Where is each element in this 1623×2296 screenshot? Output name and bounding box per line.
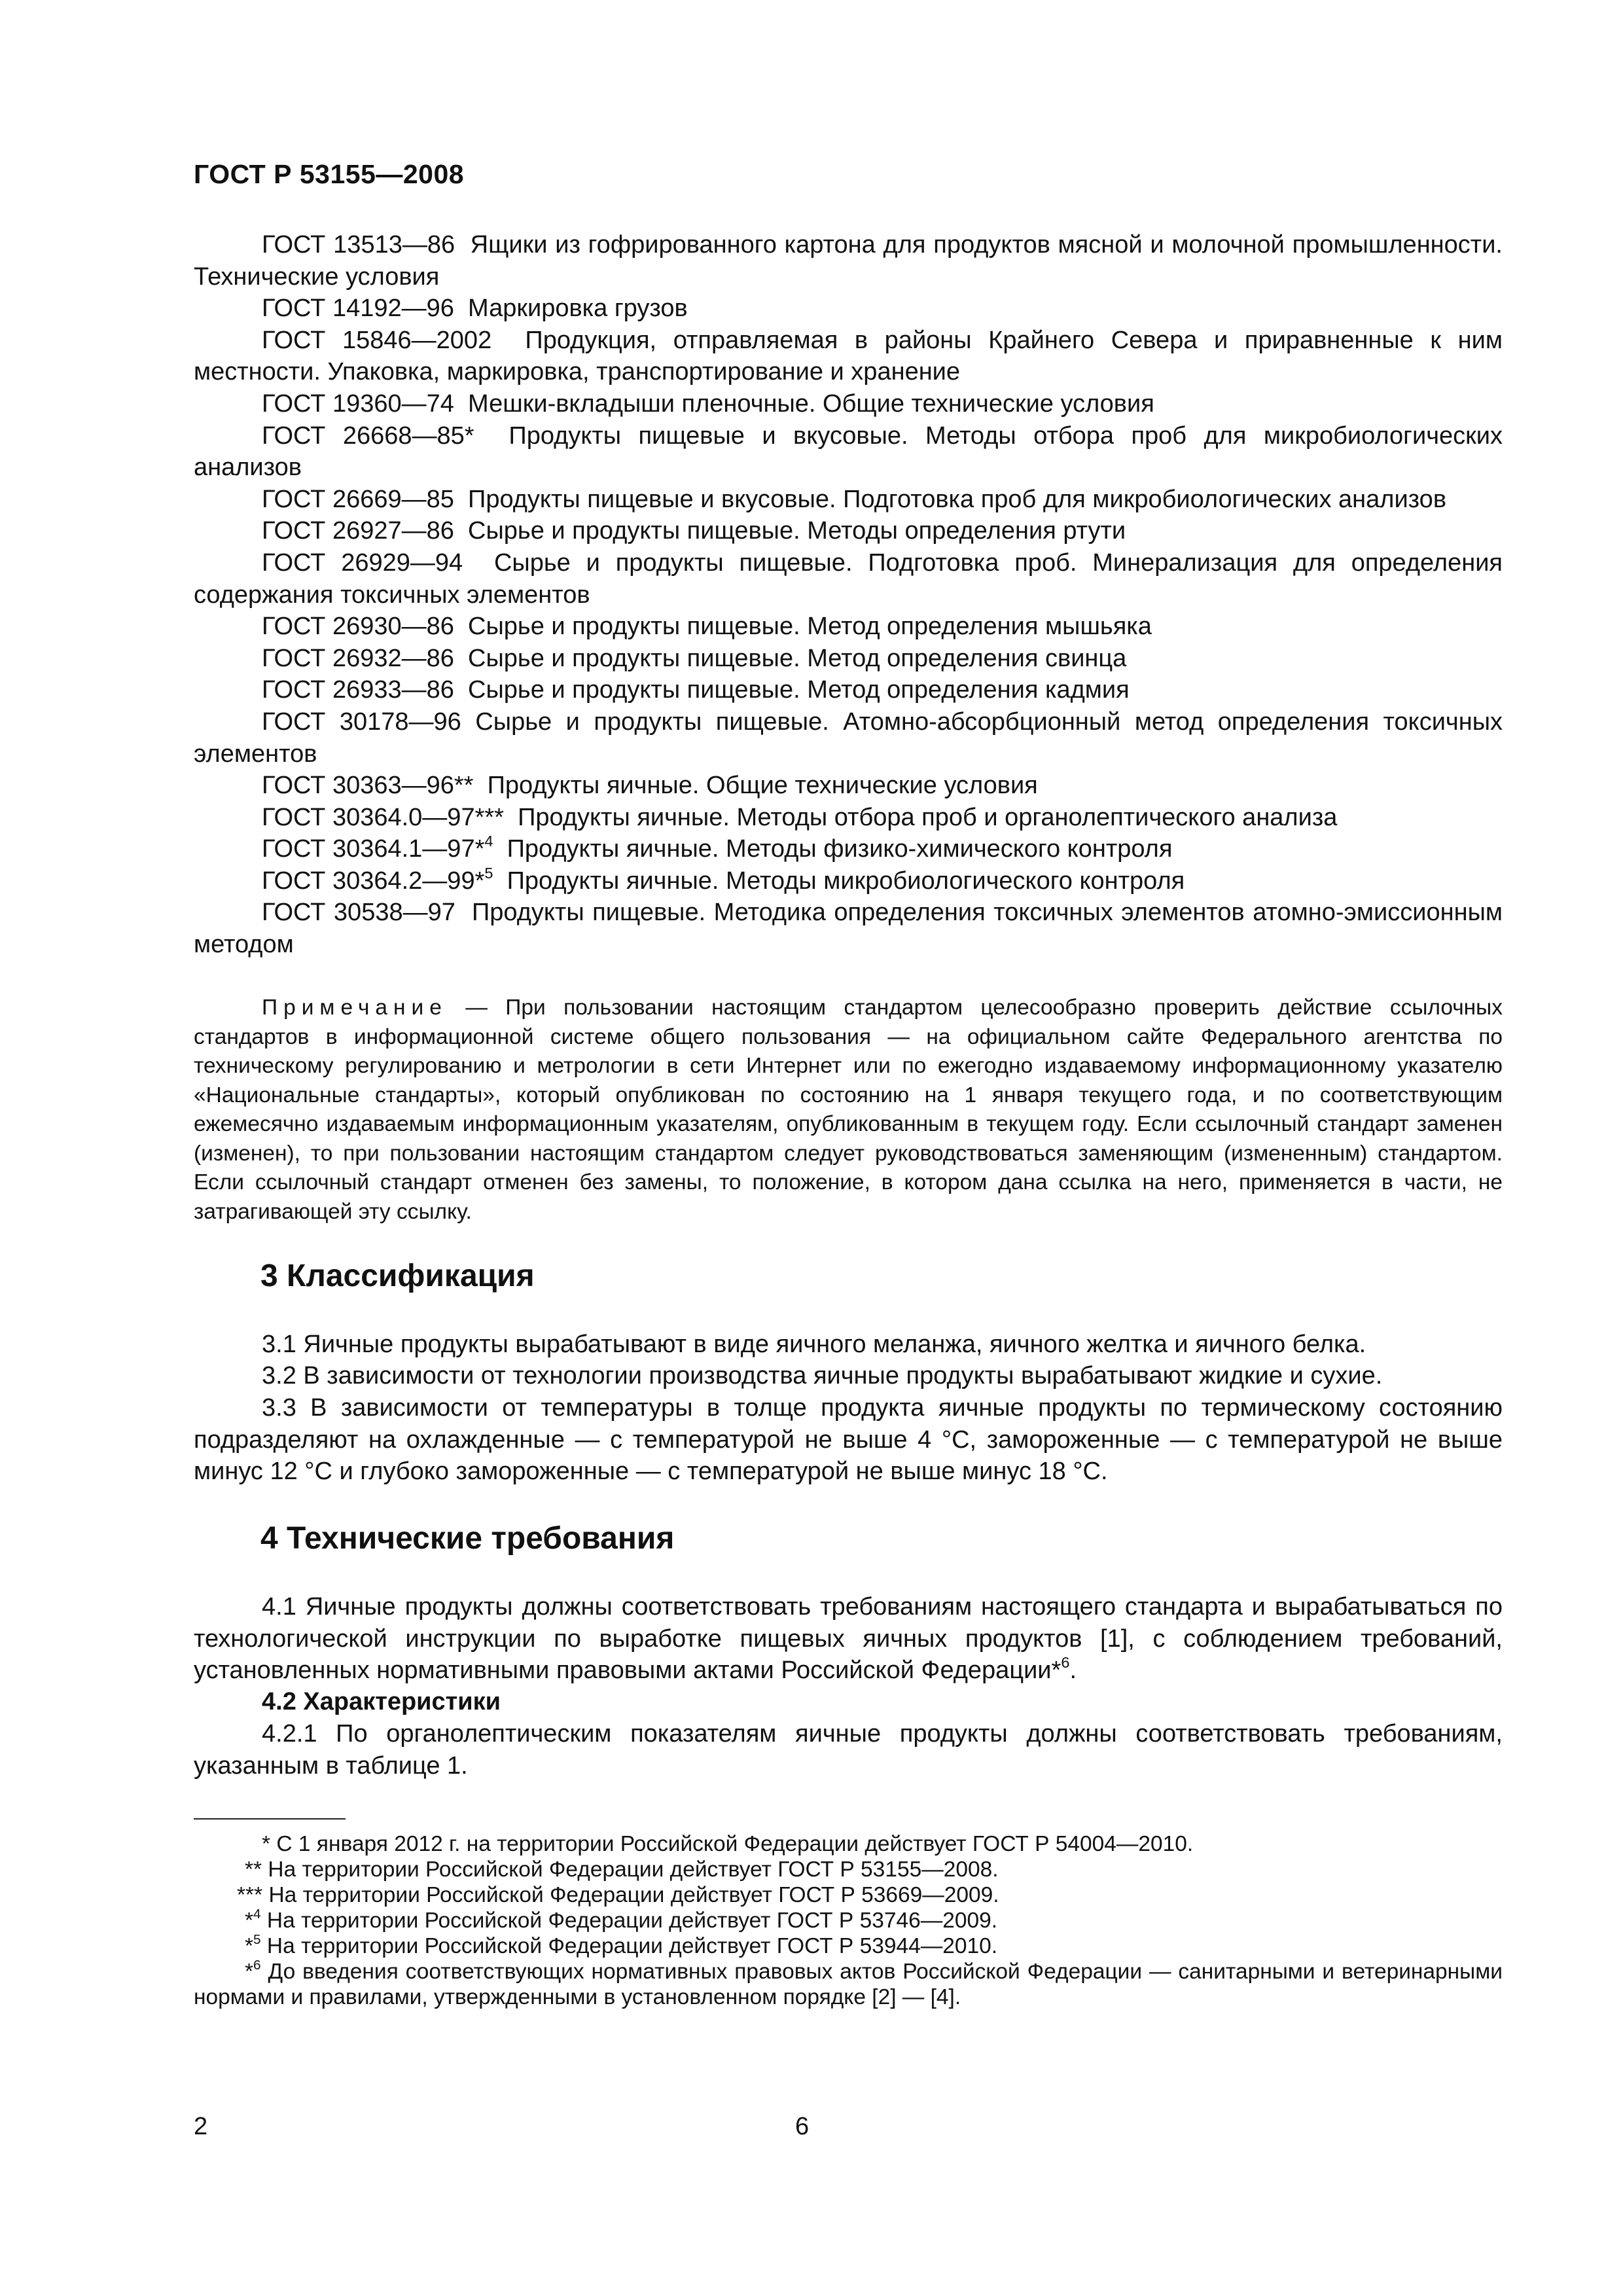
footnote-text: На территории Российской Федерации действует ГОСТ Р 53155—2008. [268, 1857, 999, 1882]
reference-title: Продукты яичные. Методы физико-химического контроля [507, 835, 1173, 863]
footnote [194, 1959, 1503, 2010]
footnote-ref: 6 [1061, 1654, 1070, 1672]
reference-title: Сырье и продукты пищевые. Методы определения ртути [468, 517, 1126, 545]
reference-item [194, 420, 1503, 484]
paragraph-text: 4.1 Яичные продукты должны соответствовать требованиям настоящего стандарта и вырабатываться по технологической инструкции по выработке пищевых яичных продуктов [1], с соблюдением требований, установленных нормативными правовыми актами Российской Федерации* [194, 1593, 1503, 1685]
reference-code: ГОСТ 30363—96** [262, 772, 474, 800]
reference-item [194, 388, 1503, 420]
reference-title: Продукты пищевые и вкусовые. Методы отбора проб для микробиологических анализов [194, 422, 1503, 482]
paragraph: 3.2 В зависимости от технологии производства яичные продукты вырабатывают жидкие и сухие. [262, 1362, 1383, 1390]
footnote-superscript: 4 [253, 1906, 261, 1922]
reference-item [194, 484, 1503, 516]
reference-item [194, 515, 1503, 547]
note-text: — При пользовании настоящим стандартом целесообразно проверить действие ссылочных стандартов в информационной системе общего пользования — на официальном сайте Федерального агентства по техническому регулированию и метрологии в сети Интернет или по ежегодно издаваемому информационному указателю «Национальные стандарты», который опубликован по состоянию на 1 января текущего года, и по соответствующим ежемесячно издаваемым информационным указателям, опубликованным в текущем году. Если ссылочный стандарт заменен (изменен), то при пользовании настоящим стандартом следует руководствоваться заменяющим (измененным) стандартом. Если ссылочный стандарт отменен без замены, то положение, в котором дана ссылка на него, применяется в части, не затрагивающей эту ссылку. [194, 996, 1503, 1224]
footnote-mark: * [245, 1960, 254, 1984]
reference-title: Сырье и продукты пищевые. Метод определения мышьяка [468, 613, 1152, 641]
reference-code: ГОСТ 26930—86 [262, 613, 454, 641]
reference-superscript: 4 [484, 833, 493, 850]
reference-code: ГОСТ 14192—96 [262, 295, 454, 323]
reference-code: ГОСТ 19360—74 [262, 389, 454, 418]
normative-references-list [194, 229, 1503, 961]
document-header: ГОСТ Р 53155—2008 [194, 159, 465, 189]
footnote-mark: ** [245, 1857, 262, 1882]
reference-item [194, 770, 1503, 802]
paragraph-end: . [1069, 1657, 1077, 1685]
footnotes [194, 1831, 1503, 2010]
section-heading: 3 Классификация [260, 1259, 535, 1293]
reference-title: Маркировка грузов [468, 295, 688, 323]
footnote [194, 1908, 1503, 1933]
footnote-superscript: 5 [253, 1931, 261, 1947]
reference-code: ГОСТ 30364.1—97* [262, 835, 485, 863]
reference-title: Мешки-вкладыши пленочные. Общие технические условия [468, 389, 1154, 418]
paragraph: 4.2.1 По органолептическим показателям яичные продукты должны соответствовать требованиям, указанным в таблице 1. [194, 1720, 1503, 1780]
footnote-divider [194, 1818, 346, 1820]
paragraph [194, 1591, 1503, 1687]
reference-title: Продукты яичные. Методы отбора проб и органолептического анализа [518, 803, 1338, 831]
reference-item [194, 293, 1503, 325]
reference-code: ГОСТ 13513—86 [262, 231, 455, 259]
reference-title: Сырье и продукты пищевые. Подготовка проб. Минерализация для определения содержания токсичных элементов [194, 548, 1503, 609]
reference-code: ГОСТ 15846—2002 [262, 326, 492, 354]
reference-title: Продукция, отправляемая в районы Крайнего Севера и приравненные к ним местности. Упаковка, маркировка, транспортирование и хранение [194, 326, 1503, 386]
reference-code: ГОСТ 30178—96 [262, 708, 461, 736]
section-heading: 4 Технические требования [260, 1521, 675, 1556]
footnote-mark: * [245, 1909, 254, 1933]
reference-title: Сырье и продукты пищевые. Атомно-абсорбционный метод определения токсичных элементов [194, 708, 1503, 768]
footnote-text: На территории Российской Федерации действует ГОСТ Р 53944—2010. [266, 1934, 998, 1958]
reference-title: Продукты яичные. Общие технические условия [487, 772, 1038, 800]
reference-item [194, 611, 1503, 643]
reference-title: Продукты пищевые и вкусовые. Подготовка проб для микробиологических анализов [468, 485, 1447, 513]
subsection-heading: 4.2 Характеристики [262, 1688, 501, 1715]
footnote-mark: * [262, 1832, 271, 1856]
reference-item [194, 897, 1503, 960]
footnote-mark: * [245, 1934, 254, 1958]
reference-item [194, 802, 1503, 834]
reference-code: ГОСТ 26927—86 [262, 517, 454, 545]
reference-superscript: 5 [484, 864, 493, 882]
note-label: Примечание [262, 996, 448, 1020]
reference-title: Продукты пищевые. Методика определения токсичных элементов атомно-эмиссионным методом [194, 899, 1503, 959]
reference-code: ГОСТ 26933—86 [262, 676, 454, 704]
footnote-superscript: 6 [253, 1957, 261, 1973]
paragraph: 3.1 Яичные продукты вырабатывают в виде яичного меланжа, яичного желтка и яичного белка. [262, 1331, 1366, 1358]
paragraph: 3.3 В зависимости от температуры в толще продукта яичные продукты по термическому состоянию подразделяют на охлажденные — с температурой не выше 4 °С, замороженные — с температурой не выше минус 12 °С и глубоко замороженные — с температурой не выше минус 18 °С. [194, 1394, 1503, 1486]
page-number-left: 2 [194, 2113, 208, 2140]
footnote [194, 1857, 1503, 1882]
reference-code: ГОСТ 30364.2—99* [262, 867, 485, 895]
reference-code: ГОСТ 26932—86 [262, 644, 454, 672]
page-number-center: 6 [795, 2113, 810, 2140]
reference-code: ГОСТ 26929—94 [262, 548, 463, 577]
footnote-text: С 1 января 2012 г. на территории Российской Федерации действует ГОСТ Р 54004—2010. [276, 1832, 1194, 1856]
footnote-text: На территории Российской Федерации действует ГОСТ Р 53746—2009. [266, 1909, 998, 1933]
reference-title: Сырье и продукты пищевые. Метод определения кадмия [468, 676, 1130, 704]
reference-item [194, 674, 1503, 706]
reference-code: ГОСТ 30364.0—97*** [262, 803, 504, 831]
reference-item [194, 833, 1503, 865]
reference-title: Ящики из гофрированного картона для продуктов мясной и молочной промышленности. Технические условия [194, 231, 1503, 291]
note-block [194, 994, 1503, 1227]
reference-code: ГОСТ 30538—97 [262, 899, 455, 927]
reference-item [194, 229, 1503, 293]
reference-code: ГОСТ 26668—85* [262, 422, 474, 450]
footnote [194, 1933, 1503, 1959]
reference-item [194, 865, 1503, 897]
reference-item [194, 706, 1503, 770]
footnote-text: На территории Российской Федерации действует ГОСТ Р 53669—2009. [268, 1883, 999, 1907]
reference-item [194, 547, 1503, 611]
footnote-mark: *** [237, 1883, 263, 1907]
reference-code: ГОСТ 26669—85 [262, 485, 454, 513]
footnote-text: До введения соответствующих нормативных правовых актов Российской Федерации — санитарными и ветеринарными нормами и правилами, утвержденными в установленном порядке [2] — [4]. [194, 1960, 1503, 2009]
reference-item [194, 643, 1503, 675]
footnote [194, 1831, 1503, 1857]
reference-title: Сырье и продукты пищевые. Метод определения свинца [468, 644, 1127, 672]
footnote [194, 1882, 1503, 1908]
reference-title: Продукты яичные. Методы микробиологического контроля [507, 867, 1185, 895]
reference-item [194, 325, 1503, 388]
